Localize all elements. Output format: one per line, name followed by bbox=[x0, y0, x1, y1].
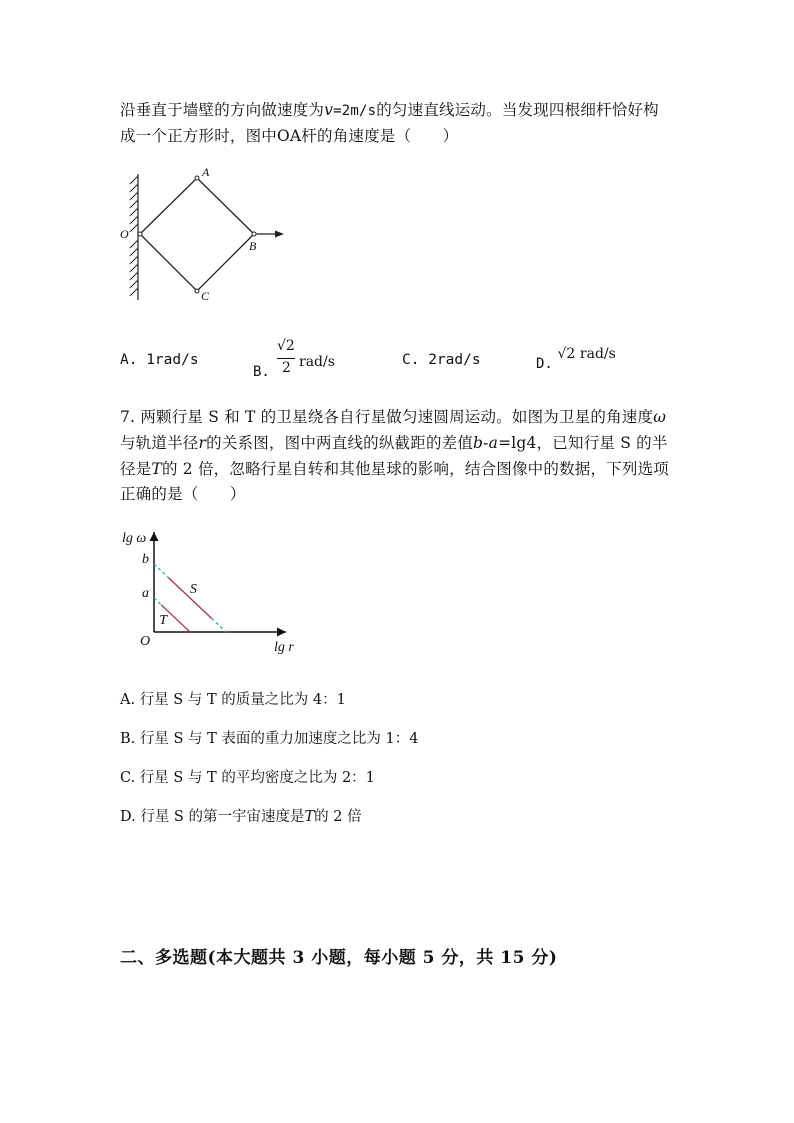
q6-velocity-symbol: v bbox=[324, 101, 334, 119]
tick-label-b: b bbox=[142, 552, 149, 567]
q7-text-line-1: 7. 两颗行星 S 和 T 的卫星绕各自行星做匀速圆周运动。如图为卫星的角速度ω bbox=[120, 408, 667, 426]
q6-option-b[interactable]: B. √2 2 rad/s bbox=[253, 338, 335, 380]
y-axis-label: lg ω bbox=[122, 531, 147, 546]
q6-option-d[interactable]: D. √2 rad/s bbox=[536, 346, 616, 372]
q6-rod-diagram bbox=[118, 162, 298, 312]
joint-C bbox=[195, 289, 199, 293]
q7-text-line-4: 正确的是（ ） bbox=[120, 485, 246, 503]
series-label-T: T bbox=[159, 612, 167, 628]
fraction-bar bbox=[277, 358, 295, 359]
q7-option-c[interactable]: C. 行星 S 与 T 的平均密度之比为 2：1 bbox=[120, 770, 375, 786]
fraction-numerator: √2 bbox=[277, 338, 295, 354]
series-T-dashed bbox=[154, 598, 161, 605]
label-A: A bbox=[202, 165, 210, 179]
q6-text-line-1: 沿垂直于墙壁的方向做速度为v=2m/s的匀速直线运动。当发现四根细杆恰好构 bbox=[120, 101, 659, 119]
joint-O bbox=[138, 232, 142, 236]
joint-A bbox=[195, 176, 199, 180]
x-axis-label: lg r bbox=[274, 640, 294, 655]
joint-B bbox=[252, 232, 256, 236]
series-S-tail bbox=[212, 618, 226, 632]
wall-hatching bbox=[130, 176, 138, 296]
label-O: O bbox=[120, 227, 129, 241]
q6-text-line-2: 成一个正方形时，图中OA杆的角速度是（ ） bbox=[120, 127, 459, 145]
q6-option-c[interactable]: C. 2rad/s bbox=[402, 352, 481, 368]
rod-square bbox=[140, 178, 254, 291]
q7-option-a[interactable]: A. 行星 S 与 T 的质量之比为 4：1 bbox=[120, 692, 346, 708]
q7-text-line-3: 径是T的 2 倍，忽略行星自转和其他星球的影响，结合图像中的数据，下列选项 bbox=[120, 460, 669, 478]
q7-option-b[interactable]: B. 行星 S 与 T 表面的重力加速度之比为 1：4 bbox=[120, 731, 419, 747]
q7-option-d[interactable]: D. 行星 S 的第一宇宙速度是T的 2 倍 bbox=[120, 809, 362, 825]
label-C: C bbox=[201, 289, 210, 303]
label-B: B bbox=[249, 239, 257, 253]
series-layer bbox=[154, 564, 226, 632]
q7-graph bbox=[118, 522, 308, 657]
series-label-S: S bbox=[189, 582, 197, 597]
section-heading: 二、多选题(本大题共 3 小题，每小题 5 分，共 15 分) bbox=[120, 948, 558, 968]
tick-label-a: a bbox=[142, 586, 149, 601]
q7-text-line-2: 与轨道半径r的关系图，图中两直线的纵截距的差值b-a=lg4，已知行星 S 的半 bbox=[120, 434, 668, 452]
series-S-dashed bbox=[154, 564, 168, 578]
fraction-denominator: 2 bbox=[282, 360, 291, 376]
origin-label: O bbox=[140, 634, 151, 649]
q6-option-a[interactable]: A. 1rad/s bbox=[120, 352, 199, 368]
arrow-head-icon bbox=[275, 231, 284, 238]
series-T-tail bbox=[183, 625, 190, 632]
